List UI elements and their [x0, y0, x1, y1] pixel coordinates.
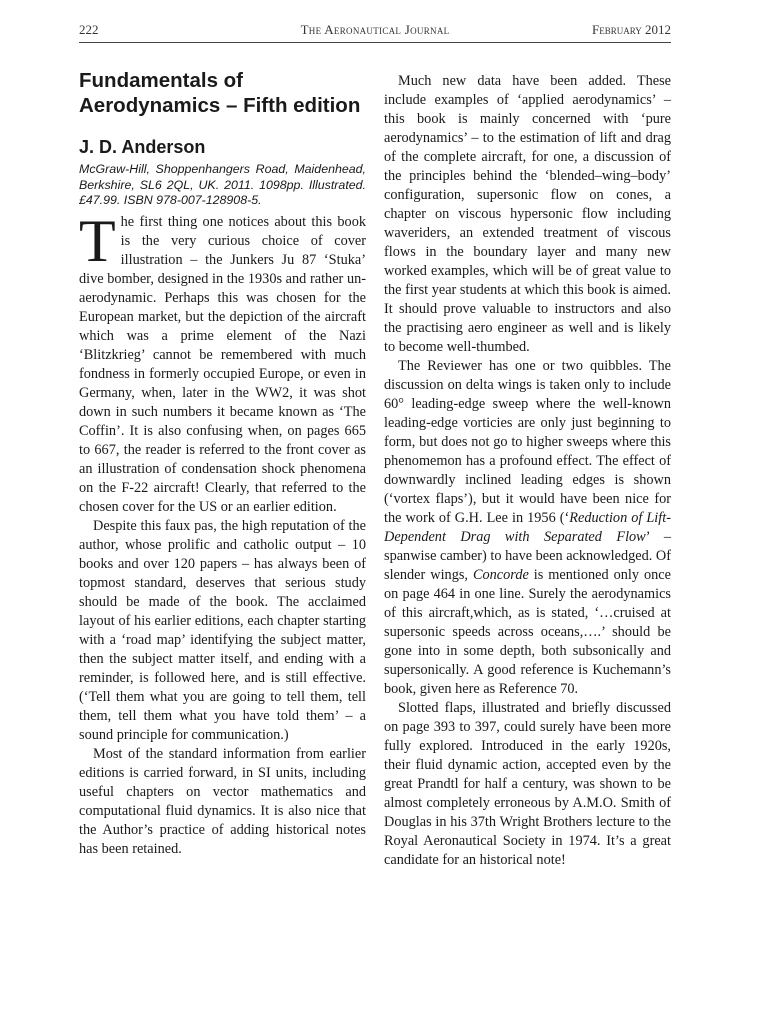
- review-author: J. D. Anderson: [79, 137, 206, 157]
- review-title: Fundamentals of Aerodynamics – Fifth edition: [79, 69, 361, 117]
- paragraph-5-part-b: ’ – spanwise camber) to have been acknowledged. Of slender wings,: [384, 529, 672, 583]
- running-header: [79, 18, 671, 40]
- paragraph-3: Most of the standard information from earlier editions is carried forward, in SI units, including useful chapters on vector mathematics and computational fluid dynamics. It is also nice that the Author’s practice of adding historical notes has been retained.: [79, 745, 366, 857]
- paragraph-5-part-c: is mentioned only once on page 464 in one line. Surely the aerodynamics of this aircraft,which, as is stated, ‘…cruised at supersonic speeds across oceans,….’ should be gone into in some depth, both subsonically and supersonically. A good reference is Kuchemann’s book, given here as Reference 70.: [384, 567, 671, 697]
- paragraph-6: Slotted flaps, illustrated and briefly discussed on page 393 to 397, could surely have been more fully explored. Introduced in the early 1920s, their fluid dynamic action, accepted even by the great Prandtl for half a century, was shown to be almost completely erroneous by A.M.O. Smith of Douglas in his 37th Wright Brothers lecture to the Royal Aeronautical Society in 1974. It’s a great candidate for an historical note!: [384, 700, 671, 868]
- drop-cap: T: [79, 207, 116, 274]
- paragraph-2: Despite this faux pas, the high reputation of the author, whose prolific and catholic output – 10 books and over 120 papers – has always been of topmost standard, deserves that serious study should be made of the book. The acclaimed layout of his earlier editions, each chapter starting with a ‘road map’ identifying the subject matter, then the subject matter itself, and ending with a reminder, is followed here, and is still effective. (‘Tell them what you are going to tell them, tell them, tell them what you have told them’ – a sound principle for communication.): [79, 517, 366, 743]
- paragraph-4: Much new data have been added. These include examples of ‘applied aerodynamics’ – this book is mainly concerned with ‘pure aerodynamics’ – to the estimation of lift and drag of the complete aircraft, for one, a discussion of the principles behind the ‘blended–wing–body’ configuration, supersonic flow on cones, a chapter on viscous hypersonic flow including waveriders, an extended treatment of viscous flows in the boundary layer and many new worked examples, which will be of great value to the first year students at which this book is aimed. It should prove valuable to instructors and also the practising aero engineer as well and is likely to become well-thumbed.: [384, 73, 671, 355]
- journal-title: The Aeronautical Journal: [300, 22, 450, 37]
- issue-date: February 2012: [592, 22, 671, 37]
- header-rule: [79, 42, 671, 43]
- left-column: [79, 68, 366, 859]
- reference-title: Reduction of Lift-Dependent Drag with Separated Flow: [384, 510, 671, 545]
- right-column: [384, 68, 671, 870]
- concorde-name: Concorde: [472, 567, 529, 583]
- paragraph-1-text: he first thing one notices about this book is the very curious choice of cover illustration – the Junkers Ju 87 ‘Stuka’ dive bomber, designed in the 1930s and rather un-aerodynamic. Perhaps this was chosen for the European market, but the depiction of the aircraft which was a prime element of the Nazi ‘Blitzkrieg’ cannot be remembered with much fondness in formerly occupied Europe, or even in Germany, when, later in the WW2, it was shot down in such numbers it became known as ‘The Coffin’. It is also confusing when, on pages 665 to 667, the reader is referred to the front cover as an illustration of condensation shock phenomena on the F-22 aircraft! Clearly, that referred to the chosen cover for the US or an earlier edition.: [79, 213, 366, 515]
- publication-info: McGraw-Hill, Shoppenhangers Road, Maidenhead, Berkshire, SL6 2QL, UK. 2011. 1098pp. Illustrated. £47.99. ISBN 978-007-128908-5.: [79, 162, 366, 207]
- paragraph-1: [79, 207, 366, 517]
- paragraph-5: [384, 357, 671, 699]
- page-number: 222: [79, 22, 99, 37]
- paragraph-5-part-a: The Reviewer has one or two quibbles. The discussion on delta wings is taken only to include 60° leading-edge sweep where the well-known leading-edge vorticies are only just beginning to form, but does not go to higher sweeps where this phenomemon has a profound effect. The effect of downwardly inclined leading edges is shown (‘vortex flaps’), but it would have been nice for the work of G.H. Lee in 1956 (‘: [384, 358, 671, 526]
